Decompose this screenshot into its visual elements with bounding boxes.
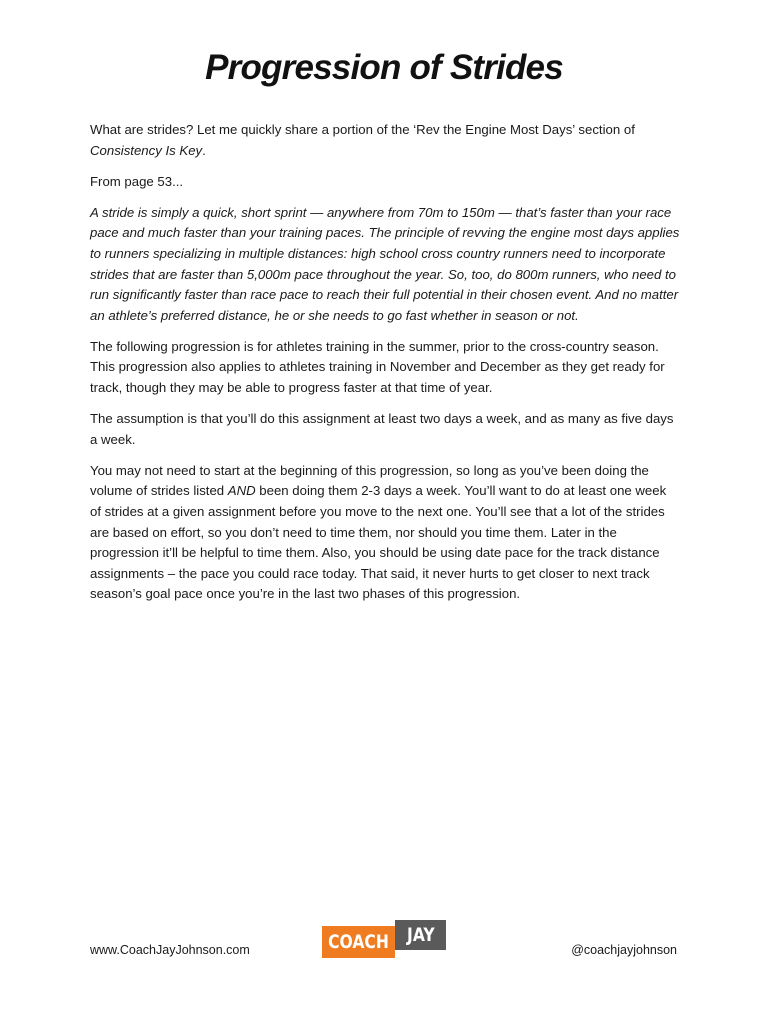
assumption-paragraph: The assumption is that you’ll do this assignment at least two days a week, and as many as five days a week. bbox=[90, 411, 674, 447]
start-text-a: You may not need to start at the beginning of this progression, so long as you’ve been doing the volume of strides listed bbox=[90, 462, 649, 499]
logo-jay bbox=[395, 920, 446, 950]
book-title: Consistency Is Key bbox=[90, 142, 203, 158]
progression-paragraph: The following progression is for athletes training in the summer, prior to the cross-country season. This progression also applies to athletes training in November and December as they get ready for track, though they may be able to progress faster at that time of year. bbox=[90, 338, 665, 396]
quote-paragraph: A stride is simply a quick, short sprint — anywhere from 70m to 150m — that’s faster than your race pace and much faster than your training paces. The principle of revving the engine most days applies to runners specializing in multiple distances: high school cross country runners need to incorporate strides that are faster than 5,000m pace throughout the year. So, too, do 800m runners, who need to run significantly faster than race pace to reach their full potential in their chosen event. And no matter an athlete’s preferred distance, he or she needs to go fast whether in season or not. bbox=[90, 204, 680, 323]
intro-end: . bbox=[202, 142, 206, 158]
emphasis-and: AND bbox=[227, 483, 256, 499]
footer-website: www.CoachJayJohnson.com bbox=[90, 943, 250, 957]
footer-handle: @coachjayjohnson bbox=[571, 943, 677, 957]
coach-jay-logo bbox=[322, 920, 446, 958]
page-reference: From page 53... bbox=[90, 173, 184, 189]
document-body bbox=[90, 120, 680, 615]
start-text-b: been doing them 2-3 days a week. You’ll want to do at least one week of strides at a given assignment before you move to the next one. You’ll see that a lot of the strides are based on effort, so you don’t need to time them, nor should you time them. Later in the progression it’ll be helpful to time them. Also, you should be using date pace for the track distance assignments – the pace you could race today. That said, it never hurts to get closer to next track season’s goal pace once you’re in the last two phases of this progression. bbox=[90, 483, 667, 602]
logo-coach: COACH bbox=[322, 926, 395, 958]
intro-paragraph bbox=[90, 120, 680, 161]
page-title: Progression of Strides bbox=[205, 48, 563, 87]
intro-text: What are strides? Let me quickly share a portion of the ‘Rev the Engine Most Days’ section of bbox=[90, 122, 635, 137]
start-paragraph bbox=[90, 461, 680, 605]
logo-jay-text: JAY bbox=[406, 924, 435, 946]
